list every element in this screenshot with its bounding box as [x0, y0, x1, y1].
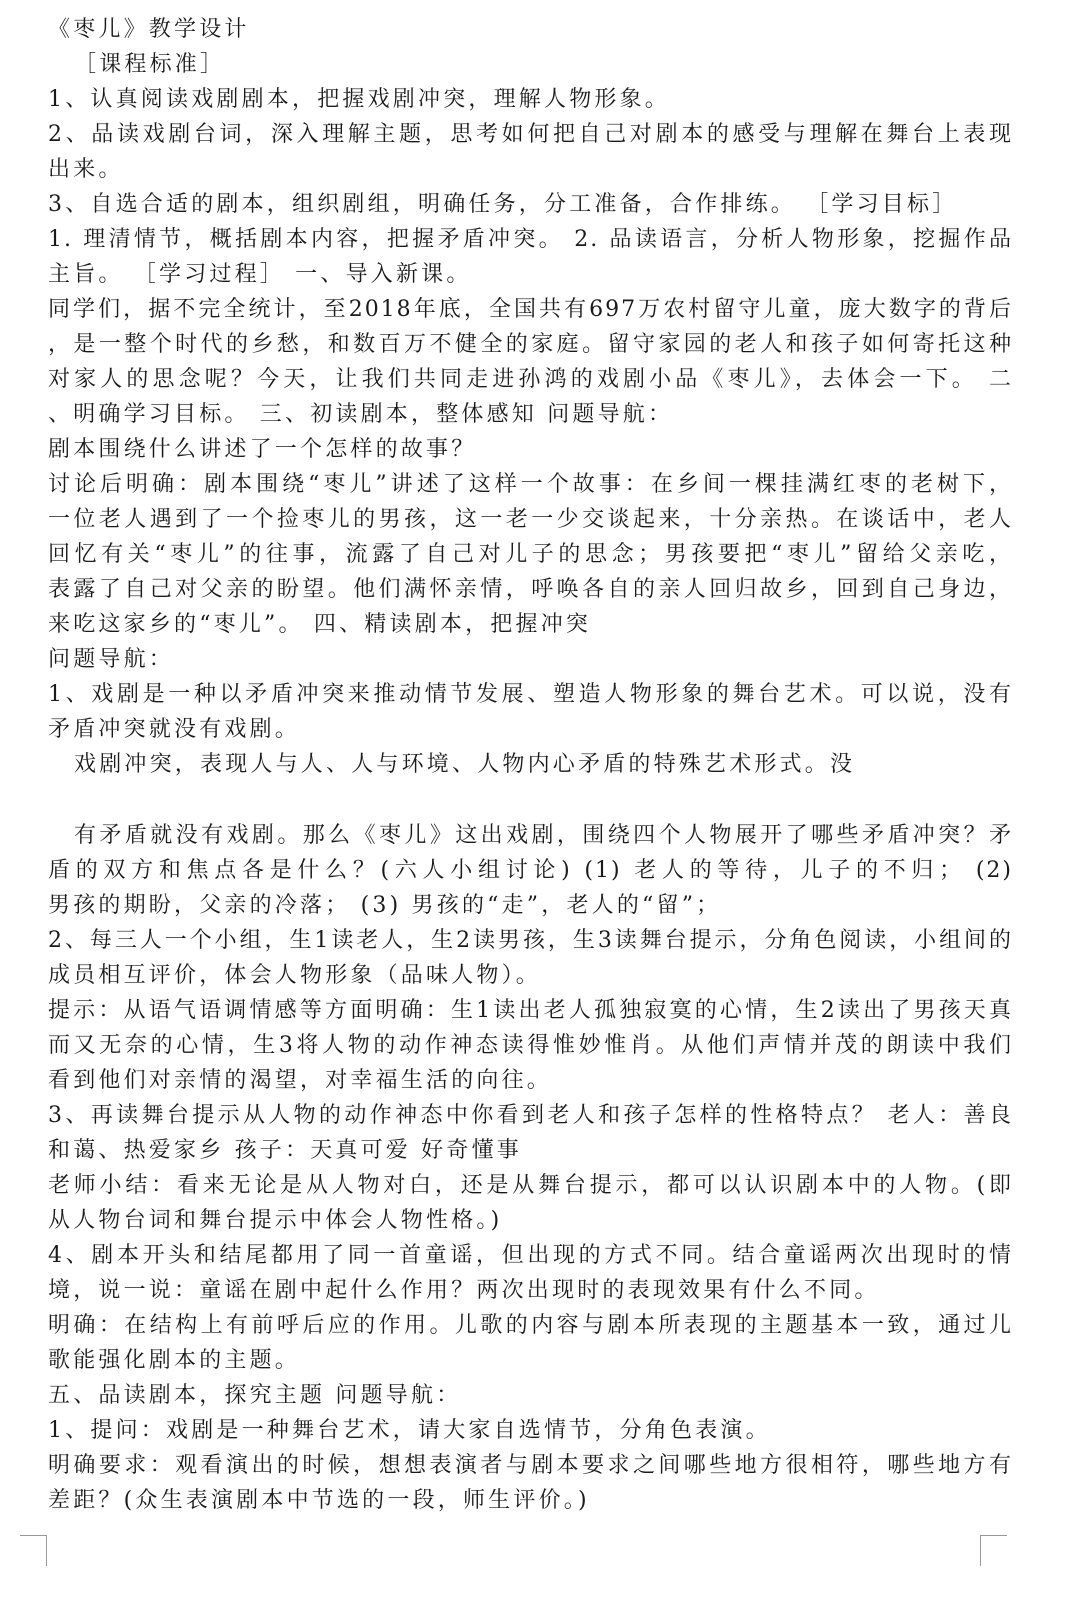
text-line: 差距？(众生表演剧本中节选的一段，师生评价。) [48, 1488, 590, 1513]
text-line: 4、剧本开头和结尾都用了同一首童谣，但出现的方式不同。结合童谣两次出现时的情 [48, 1243, 1013, 1268]
text-line: 明确要求：观看演出的时候，想想表演者与剧本要求之间哪些地方很相符，哪些地方有 [48, 1453, 1013, 1478]
text-line: 歌能强化剧本的主题。 [48, 1348, 301, 1373]
text-line: 而又无奈的心情，生3将人物的动作神态读得惟妙惟肖。从他们声情并茂的朗读中我们 [48, 1033, 1013, 1058]
text-line: 盾的双方和焦点各是什么？(六人小组讨论) (1) 老人的等待，儿子的不归； (2) [48, 858, 1013, 883]
text-line: ［课程标准］ [74, 52, 226, 77]
text-line: 成员相互评价，体会人物形象（品味人物）。 [48, 963, 542, 988]
text-line: 矛盾冲突就没有戏剧。 [48, 717, 301, 742]
text-line: 戏剧冲突，表现人与人、人与环境、人物内心矛盾的特殊艺术形式。没 [74, 752, 856, 777]
text-line: 回忆有关“枣儿”的往事，流露了自己对儿子的思念；男孩要把“枣儿”留给父亲吃， [48, 542, 1013, 567]
text-line: 讨论后明确：剧本围绕“枣儿”讲述了这样一个故事：在乡间一棵挂满红枣的老树下， [48, 472, 1013, 497]
text-line: 剧本围绕什么讲述了一个怎样的故事？ [48, 437, 477, 462]
text-line: 1. 理清情节，概括剧本内容，把握矛盾冲突。 2. 品读语言，分析人物形象，挖掘作品 [48, 227, 1013, 252]
text-line: 1、提问：戏剧是一种舞台艺术，请大家自选情节，分角色表演。 [48, 1418, 771, 1443]
text-line: 1、戏剧是一种以矛盾冲突来推动情节发展、塑造人物形象的舞台艺术。可以说，没有 [48, 682, 1013, 707]
page-corner-mark-left [20, 1535, 47, 1566]
text-line: 提示：从语气语调情感等方面明确：生1读出老人孤独寂寞的心情，生2读出了男孩天真 [48, 998, 1013, 1023]
text-line: 同学们，据不完全统计，至2018年底，全国共有697万农村留守儿童，庞大数字的背后 [48, 297, 1013, 322]
document-title: 《枣儿》教学设计 [48, 17, 250, 42]
page-gap [48, 782, 1013, 818]
text-line: 一位老人遇到了一个捡枣儿的男孩，这一老一少交谈起来，十分亲热。在谈话中，老人 [48, 507, 1013, 532]
text-line: 男孩的期盼，父亲的冷落； (3) 男孩的“走”，老人的“留”； [48, 893, 722, 918]
text-line: 来吃这家乡的“枣儿”。 四、精读剧本，把握冲突 [48, 612, 592, 637]
text-line: 境，说一说：童谣在剧中起什么作用？两次出现时的表现效果有什么不同。 [48, 1278, 880, 1303]
text-line: 出来。 [48, 157, 124, 182]
text-line: 3、自选合适的剧本，组织剧组，明确任务，分工准备，合作排练。 ［学习目标］ [48, 192, 958, 217]
text-line: 明确：在结构上有前呼后应的作用。儿歌的内容与剧本所表现的主题基本一致，通过儿 [48, 1313, 1013, 1338]
page-corner-mark-right [980, 1535, 1007, 1566]
text-line: 表露了自己对父亲的盼望。他们满怀亲情，呼唤各自的亲人回归故乡，回到自己身边， [48, 577, 1013, 602]
text-line: 有矛盾就没有戏剧。那么《枣儿》这出戏剧，围绕四个人物展开了哪些矛盾冲突？矛 [74, 823, 1013, 848]
text-line: 问题导航： [48, 647, 175, 672]
text-line: 老师小结：看来无论是从人物对白，还是从舞台提示，都可以认识剧本中的人物。(即 [48, 1173, 1013, 1198]
text-line: 2、每三人一个小组，生1读老人，生2读男孩，生3读舞台提示，分角色阅读，小组间的 [48, 928, 1013, 953]
text-line: 对家人的思念呢？今天，让我们共同走进孙鸿的戏剧小品《枣儿》，去体会一下。 二 [48, 367, 1013, 392]
text-line: 3、再读舞台提示从人物的动作神态中你看到老人和孩子怎样的性格特点？ 老人：善良 [48, 1103, 1013, 1128]
text-line: 2、品读戏剧台词，深入理解主题，思考如何把自己对剧本的感受与理解在舞台上表现 [48, 122, 1013, 147]
text-line: 五、品读剧本，探究主题 问题导航： [48, 1383, 462, 1408]
document-page [48, 12, 1013, 1518]
text-line: 1、认真阅读戏剧剧本，把握戏剧冲突，理解人物形象。 [48, 87, 670, 112]
text-line: 主旨。 ［学习过程］ 一、导入新课。 [48, 262, 472, 287]
text-line: ，是一整个时代的乡愁，和数百万不健全的家庭。留守家园的老人和孩子如何寄托这种 [48, 332, 1013, 357]
text-line: 从人物台词和舞台提示中体会人物性格。) [48, 1208, 503, 1233]
text-line: 和蔼、热爱家乡 孩子：天真可爱 好奇懂事 [48, 1138, 522, 1163]
text-line: 看到他们对亲情的渴望，对幸福生活的向往。 [48, 1068, 553, 1093]
text-line: 、明确学习目标。 三、初读剧本，整体感知 问题导航： [48, 402, 674, 427]
